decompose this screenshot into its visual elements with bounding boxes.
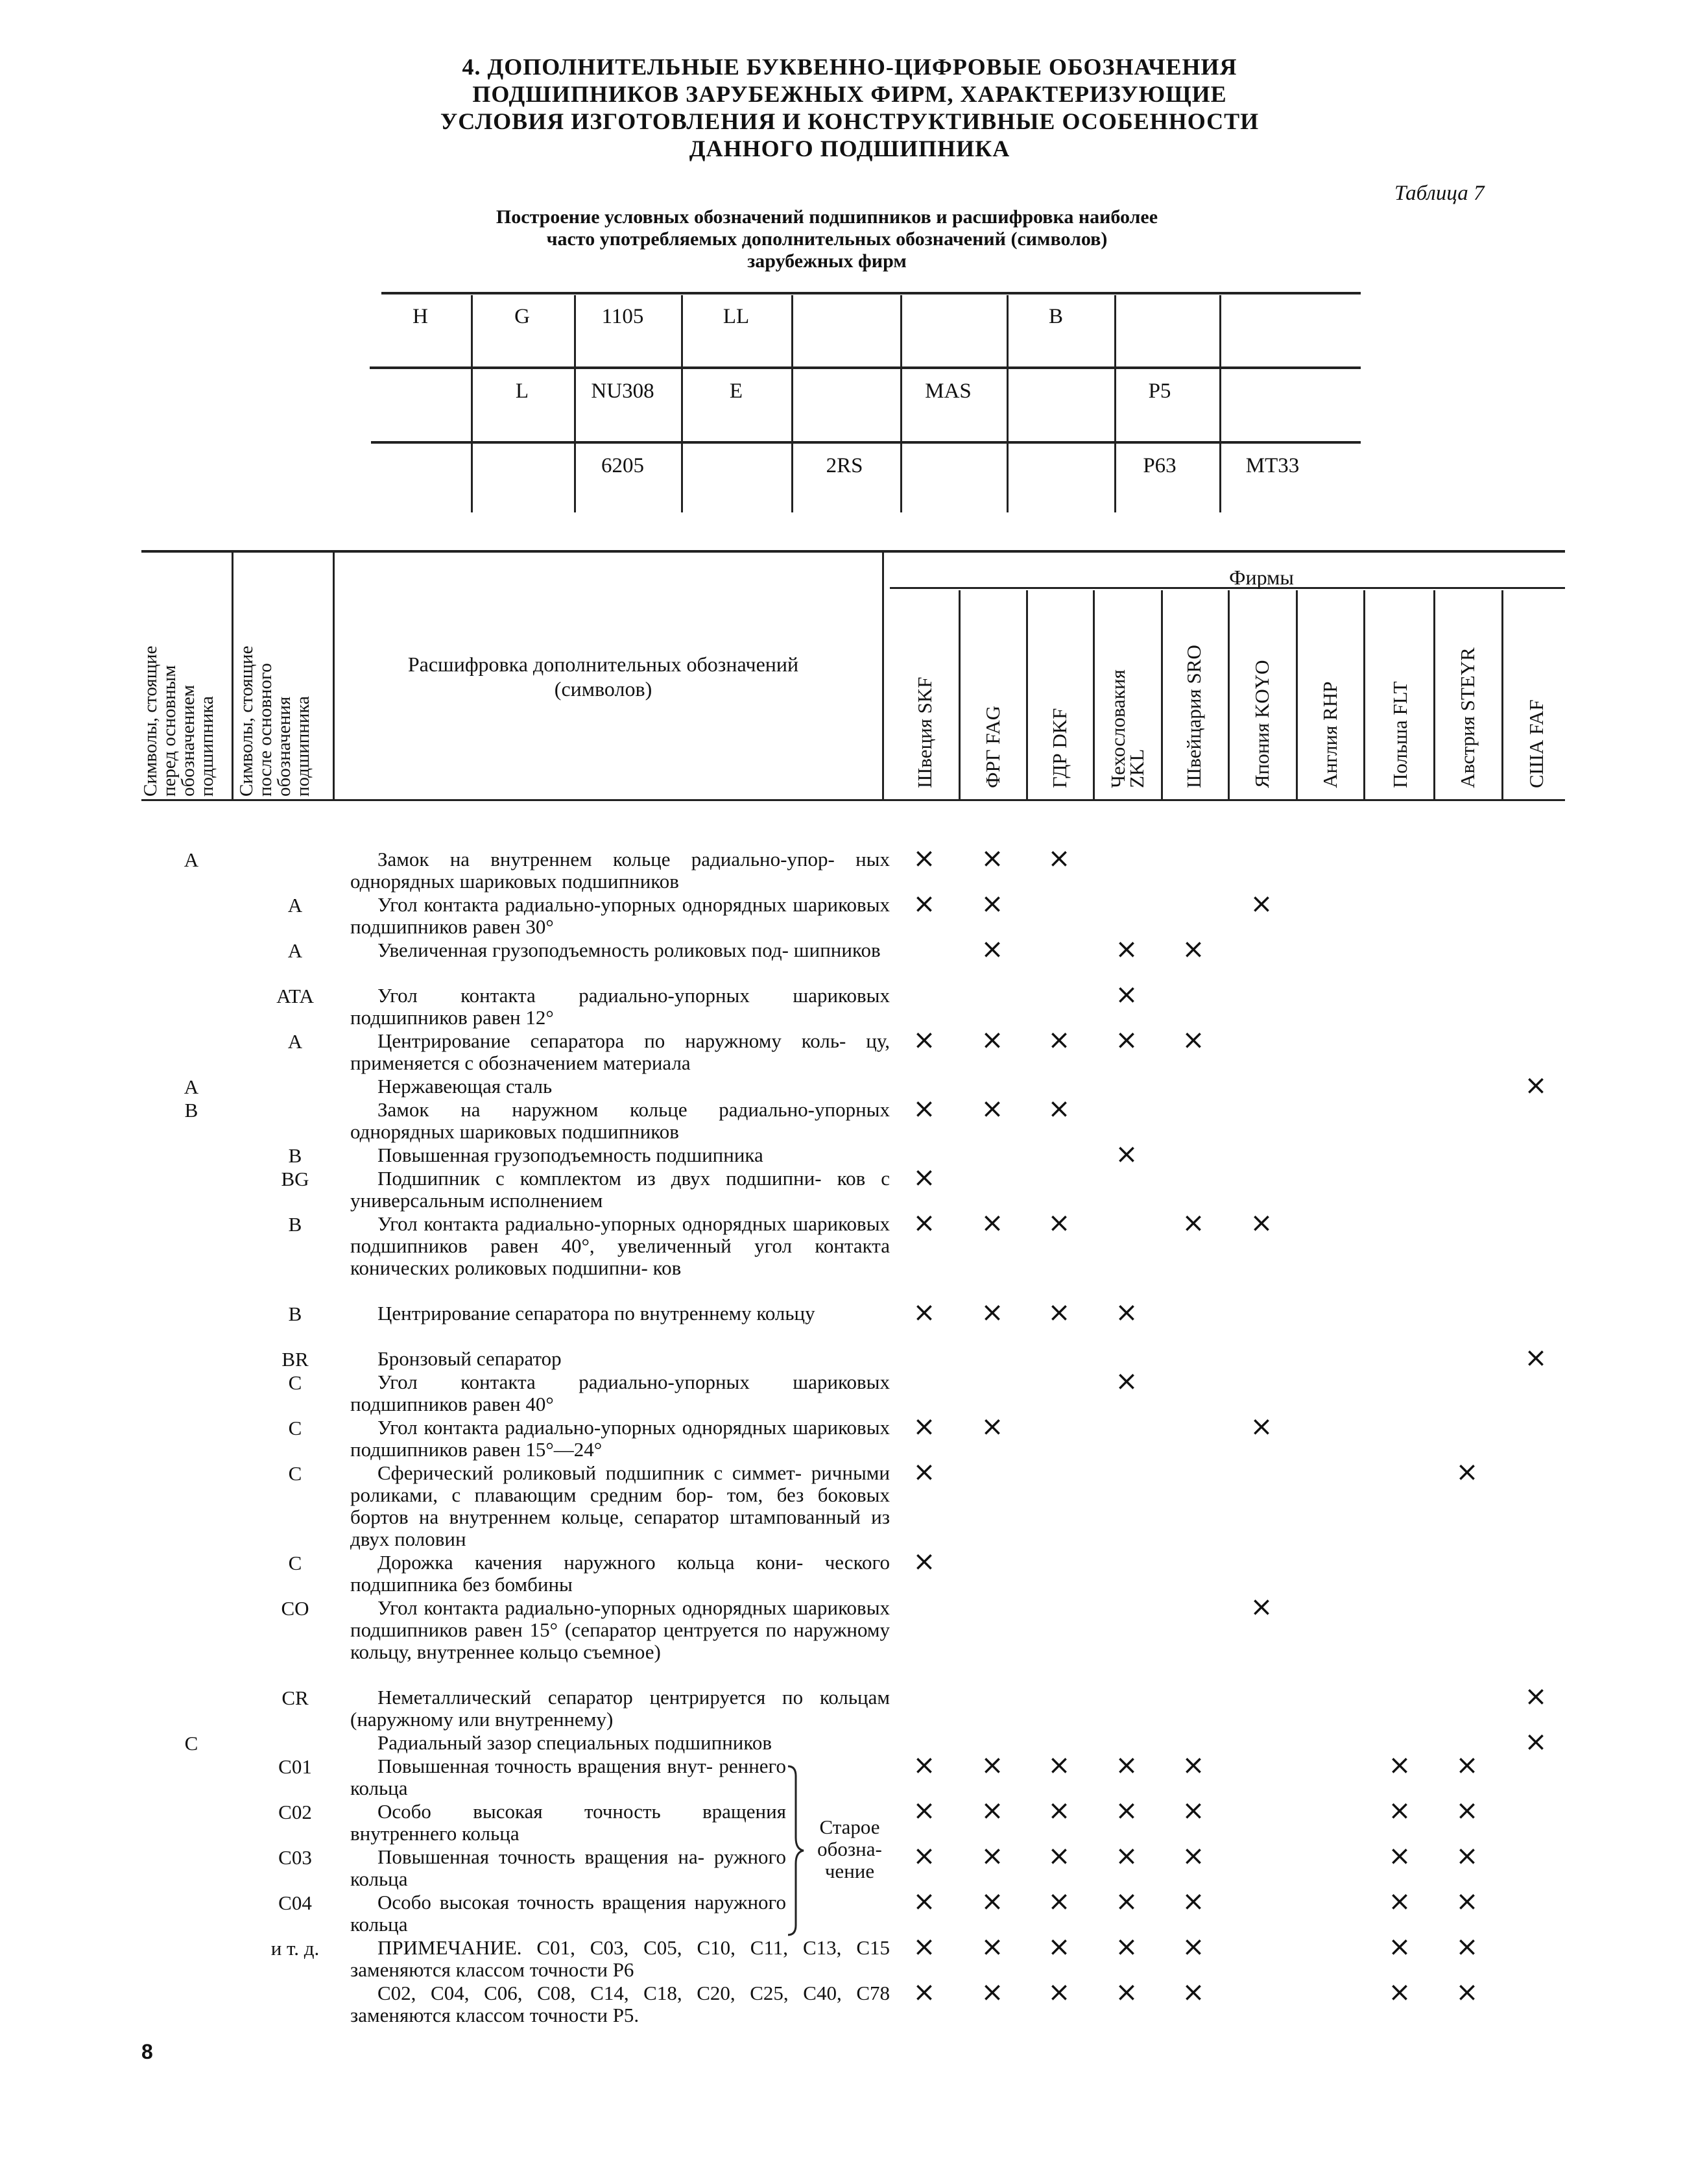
- firm-mark: ×: [913, 1749, 936, 1781]
- post-symbol: BR: [281, 1348, 309, 1371]
- scheme-cell: LL: [723, 305, 750, 328]
- firm-mark: ×: [981, 1976, 1004, 2008]
- firm-mark: ×: [981, 1840, 1004, 1871]
- firm-mark: ×: [1182, 1840, 1205, 1871]
- firm-mark: ×: [1182, 1976, 1205, 2008]
- firm-mark: ×: [913, 842, 936, 874]
- firm-divider: [1501, 590, 1503, 799]
- scheme-cell: 1105: [601, 305, 644, 328]
- firm-mark: ×: [981, 1930, 1004, 1962]
- row-description: Замок на наружном кольце радиально-упорных однорядных шариковых подшипников: [350, 1098, 890, 1143]
- firm-mark: ×: [1115, 1024, 1138, 1055]
- firm-mark: ×: [1182, 1794, 1205, 1826]
- scheme-cell: B: [1048, 305, 1064, 328]
- row-description: Увеличенная грузоподъемность роликовых под- шипников: [377, 939, 881, 961]
- firm-mark: ×: [1115, 1365, 1138, 1397]
- post-symbol: CO: [281, 1597, 309, 1620]
- row-description: Особо высокая точность вращения внутреннего кольца: [350, 1800, 786, 1845]
- post-symbol: C: [288, 1417, 302, 1439]
- firm-mark: ×: [1115, 1749, 1138, 1781]
- firm-mark: ×: [1388, 1749, 1411, 1781]
- firm-mark: ×: [1115, 1296, 1138, 1328]
- post-symbol: C04: [278, 1891, 312, 1914]
- row-description: Нержавеющая сталь: [377, 1075, 553, 1098]
- firm-mark: ×: [981, 1206, 1004, 1238]
- post-symbol: BG: [281, 1168, 309, 1190]
- row-description: Угол контакта радиально-упорных однорядных шариковых подшипников равен 30°: [350, 893, 890, 938]
- firm-mark: ×: [981, 1024, 1004, 1055]
- post-symbol: C01: [278, 1755, 312, 1778]
- header-top-rule: [141, 550, 1565, 553]
- firm-mark: ×: [1455, 1456, 1479, 1487]
- heading-line: ДАННОГО ПОДШИПНИКА: [689, 136, 1010, 162]
- firm-divider: [1161, 590, 1163, 799]
- scheme-divider: [681, 295, 683, 512]
- firm-mark: ×: [1182, 1024, 1205, 1055]
- firm-divider: [1296, 590, 1298, 799]
- firm-mark: ×: [981, 1410, 1004, 1442]
- post-symbol: B: [288, 1213, 302, 1236]
- firm-mark: ×: [913, 1545, 936, 1577]
- firms-title: Фирмы: [1229, 566, 1294, 589]
- row-description: Повышенная точность вращения на- ружного кольца: [350, 1845, 786, 1890]
- firm-mark: ×: [1182, 933, 1205, 965]
- post-symbol: C: [288, 1552, 302, 1574]
- row-description: Угол контакта радиально-упорных однорядных шариковых подшипников равен 40°, увеличенный угол контакта конических роликовых подшипни- ков: [350, 1212, 890, 1279]
- scheme-rule: [370, 366, 1361, 369]
- row-description: C02, C04, C06, C08, C14, C18, C20, C25, C40, C78 заменяются классом точности P5.: [350, 1982, 890, 2026]
- firm-mark: ×: [1524, 1725, 1548, 1757]
- brace-note: Старое обозна- чение: [817, 1816, 882, 1882]
- header-divider: [882, 553, 884, 799]
- row-description: Угол контакта радиально-упорных шариковых подшипников равен 12°: [350, 984, 890, 1029]
- row-description: Неметаллический сепаратор центрируется по кольцам (наружному или внутреннему): [350, 1686, 890, 1731]
- firm-mark: ×: [1115, 933, 1138, 965]
- scheme-cell: MT33: [1245, 454, 1300, 477]
- scheme-cell: G: [514, 305, 530, 328]
- firm-mark: ×: [1388, 1794, 1411, 1826]
- firm-mark: ×: [913, 1930, 936, 1962]
- col-pre-header: Символы, стоящие перед основным обозначением подшипника: [140, 645, 217, 797]
- firm-mark: ×: [913, 887, 936, 919]
- scheme-cell: L: [515, 379, 529, 403]
- post-symbol: C03: [278, 1846, 312, 1869]
- firm-mark: ×: [981, 933, 1004, 965]
- scheme-divider: [1007, 295, 1009, 512]
- subtitle-line: Построение условных обозначений подшипников и расшифровка наиболее: [496, 206, 1158, 228]
- firm-mark: ×: [1115, 1976, 1138, 2008]
- firm-mark: ×: [1047, 1749, 1071, 1781]
- heading-line: ПОДШИПНИКОВ ЗАРУБЕЖНЫХ ФИРМ, ХАРАКТЕРИЗУЮЩИЕ: [472, 81, 1227, 107]
- scheme-rule: [381, 292, 1361, 294]
- firm-mark: ×: [913, 1794, 936, 1826]
- post-symbol: CR: [281, 1686, 309, 1709]
- firm-header: Англия RHP: [1319, 681, 1341, 788]
- scheme-divider: [574, 295, 576, 512]
- post-symbol: A: [287, 1030, 303, 1053]
- heading-line: УСЛОВИЯ ИЗГОТОВЛЕНИЯ И КОНСТРУКТИВНЫЕ ОСОБЕННОСТИ: [440, 108, 1260, 134]
- post-symbol: ATA: [276, 985, 314, 1007]
- pre-symbol: A: [184, 1075, 199, 1098]
- table-subtitle: [389, 206, 1265, 272]
- firm-mark: ×: [1524, 1680, 1548, 1712]
- firm-mark: ×: [1047, 842, 1071, 874]
- firm-mark: ×: [913, 1296, 936, 1328]
- firm-mark: ×: [1047, 1296, 1071, 1328]
- firm-divider: [1363, 590, 1365, 799]
- post-symbol: A: [287, 894, 303, 917]
- firm-mark: ×: [1115, 1794, 1138, 1826]
- firm-mark: ×: [1455, 1840, 1479, 1871]
- firm-mark: ×: [981, 1092, 1004, 1124]
- scheme-divider: [791, 295, 793, 512]
- firm-divider: [1093, 590, 1095, 799]
- header-divider: [232, 553, 233, 799]
- subtitle-line: часто употребляемых дополнительных обозначений (символов): [546, 228, 1108, 250]
- firm-mark: ×: [1047, 1840, 1071, 1871]
- firm-mark: ×: [913, 1206, 936, 1238]
- scheme-cell: 2RS: [826, 454, 863, 477]
- firm-mark: ×: [1115, 1840, 1138, 1871]
- firm-mark: ×: [1455, 1885, 1479, 1917]
- row-description: Центрирование сепаратора по наружному коль- цу, применяется с обозначением материала: [350, 1029, 890, 1074]
- firm-divider: [1433, 590, 1435, 799]
- row-description: Повышенная точность вращения внут- реннего кольца: [350, 1755, 786, 1799]
- firm-mark: ×: [1047, 1024, 1071, 1055]
- firm-mark: ×: [913, 1840, 936, 1871]
- firm-mark: ×: [1182, 1749, 1205, 1781]
- firm-mark: ×: [1047, 1206, 1071, 1238]
- pre-symbol: B: [184, 1099, 198, 1122]
- row-description: Дорожка качения наружного кольца кони- ческого подшипника без бомбины: [350, 1551, 890, 1596]
- firm-header: Польша FLT: [1389, 681, 1411, 788]
- firm-mark: ×: [913, 1976, 936, 2008]
- post-symbol: C: [288, 1371, 302, 1394]
- header-divider: [333, 553, 335, 799]
- firm-mark: ×: [1455, 1749, 1479, 1781]
- scheme-rule: [371, 441, 1361, 444]
- firm-mark: ×: [1455, 1976, 1479, 2008]
- row-description: Угол контакта радиально-упорных однорядных шариковых подшипников равен 15° (сепаратор центруется по наружному кольцу, внутреннее кольцо съемное): [350, 1596, 890, 1663]
- firm-header: США FAF: [1525, 699, 1548, 788]
- firm-header: ФРГ FAG: [981, 705, 1004, 788]
- firm-mark: ×: [1524, 1069, 1548, 1101]
- firm-mark: ×: [1047, 1794, 1071, 1826]
- firm-mark: ×: [1524, 1341, 1548, 1373]
- firm-mark: ×: [1388, 1930, 1411, 1962]
- post-symbol: C: [288, 1462, 302, 1485]
- post-symbol: C02: [278, 1801, 312, 1823]
- scheme-divider: [1114, 295, 1116, 512]
- scheme-cell: E: [729, 379, 743, 403]
- firm-header: Швеция SKF: [913, 677, 936, 788]
- firm-header: Чехословакия ZKL: [1106, 669, 1148, 788]
- firm-mark: ×: [1250, 1590, 1273, 1622]
- firm-mark: ×: [913, 1161, 936, 1193]
- firm-mark: ×: [1047, 1092, 1071, 1124]
- firm-header: Швейцария SRO: [1182, 645, 1205, 788]
- firm-mark: ×: [981, 842, 1004, 874]
- firm-divider: [1228, 590, 1230, 799]
- firm-mark: ×: [981, 1794, 1004, 1826]
- post-symbol: и т. д.: [270, 1937, 320, 1960]
- firm-mark: ×: [913, 1024, 936, 1055]
- scheme-divider: [471, 295, 473, 512]
- firm-mark: ×: [1388, 1840, 1411, 1871]
- firm-mark: ×: [981, 887, 1004, 919]
- firm-mark: ×: [913, 1092, 936, 1124]
- scheme-cell: H: [412, 305, 428, 328]
- row-description: Бронзовый сепаратор: [377, 1347, 562, 1370]
- col-desc-header: Расшифровка дополнительных обозначений (символов): [407, 653, 799, 701]
- firm-mark: ×: [1115, 1138, 1138, 1170]
- row-description: Угол контакта радиально-упорных шариковых подшипников равен 40°: [350, 1371, 890, 1415]
- scheme-cell: P5: [1148, 379, 1171, 403]
- firm-mark: ×: [913, 1885, 936, 1917]
- row-description: Замок на внутреннем кольце радиально-упор- ных однорядных шариковых подшипников: [350, 848, 890, 893]
- firm-mark: ×: [1047, 1976, 1071, 2008]
- scheme-cell: 6205: [601, 454, 644, 477]
- firm-mark: ×: [1182, 1930, 1205, 1962]
- firm-mark: ×: [981, 1885, 1004, 1917]
- firm-mark: ×: [1250, 1410, 1273, 1442]
- firm-mark: ×: [1182, 1885, 1205, 1917]
- post-symbol: A: [287, 939, 303, 962]
- firm-header: ГДР DKF: [1048, 708, 1071, 788]
- firm-mark: ×: [1115, 1885, 1138, 1917]
- row-description: Сферический роликовый подшипник с симмет- ричными роликами, с плавающим средним бор- том, без боковых бортов на внутреннем кольце, сепаратор штампованный из двух половин: [350, 1461, 890, 1550]
- post-symbol: B: [288, 1144, 302, 1167]
- firm-divider: [959, 590, 961, 799]
- row-description: Центрирование сепаратора по внутреннему кольцу: [377, 1302, 815, 1325]
- firm-mark: ×: [981, 1296, 1004, 1328]
- firm-mark: ×: [1115, 978, 1138, 1010]
- firm-mark: ×: [1455, 1794, 1479, 1826]
- pre-symbol: A: [184, 848, 199, 871]
- row-description: Подшипник с комплектом из двух подшипни- ков с универсальным исполнением: [350, 1167, 890, 1212]
- firm-mark: ×: [1115, 1930, 1138, 1962]
- row-description: Повышенная грузоподъемность подшипника: [377, 1144, 763, 1166]
- firm-mark: ×: [1250, 887, 1273, 919]
- firm-mark: ×: [1182, 1206, 1205, 1238]
- firm-mark: ×: [1388, 1976, 1411, 2008]
- firm-mark: ×: [1250, 1206, 1273, 1238]
- scheme-cell: P63: [1143, 454, 1177, 477]
- row-description: Особо высокая точность вращения наружного кольца: [350, 1891, 786, 1936]
- firm-mark: ×: [1455, 1930, 1479, 1962]
- row-description: Радиальный зазор специальных подшипников: [377, 1731, 772, 1754]
- scheme-cell: NU308: [591, 379, 654, 403]
- col-post-header: Символы, стоящие после основного обозначения подшипника: [236, 645, 313, 797]
- firm-mark: ×: [1047, 1930, 1071, 1962]
- firm-divider: [1026, 590, 1028, 799]
- firm-header: Япония KOYO: [1250, 660, 1273, 788]
- scheme-divider: [900, 295, 902, 512]
- firm-mark: ×: [913, 1410, 936, 1442]
- pre-symbol: C: [184, 1732, 198, 1755]
- header-bottom-rule: [141, 799, 1565, 801]
- section-heading: [376, 53, 1323, 162]
- subtitle-line: зарубежных фирм: [747, 250, 907, 272]
- table-label: Таблица 7: [1394, 182, 1485, 205]
- scheme-cell: MAS: [925, 379, 972, 403]
- firm-header: Австрия STEYR: [1456, 647, 1479, 788]
- firm-mark: ×: [913, 1456, 936, 1487]
- page-number: 8: [141, 2040, 153, 2063]
- firm-mark: ×: [1388, 1885, 1411, 1917]
- scheme-divider: [1219, 295, 1221, 512]
- firm-mark: ×: [981, 1749, 1004, 1781]
- row-description: ПРИМЕЧАНИЕ. C01, C03, C05, C10, C11, C13, C15 заменяются классом точности P6: [350, 1936, 890, 1981]
- row-description: Угол контакта радиально-упорных однорядных шариковых подшипников равен 15°—24°: [350, 1416, 890, 1461]
- heading-line: 4. ДОПОЛНИТЕЛЬНЫЕ БУКВЕННО-ЦИФРОВЫЕ ОБОЗНАЧЕНИЯ: [462, 54, 1237, 80]
- post-symbol: B: [288, 1302, 302, 1325]
- firm-mark: ×: [1047, 1885, 1071, 1917]
